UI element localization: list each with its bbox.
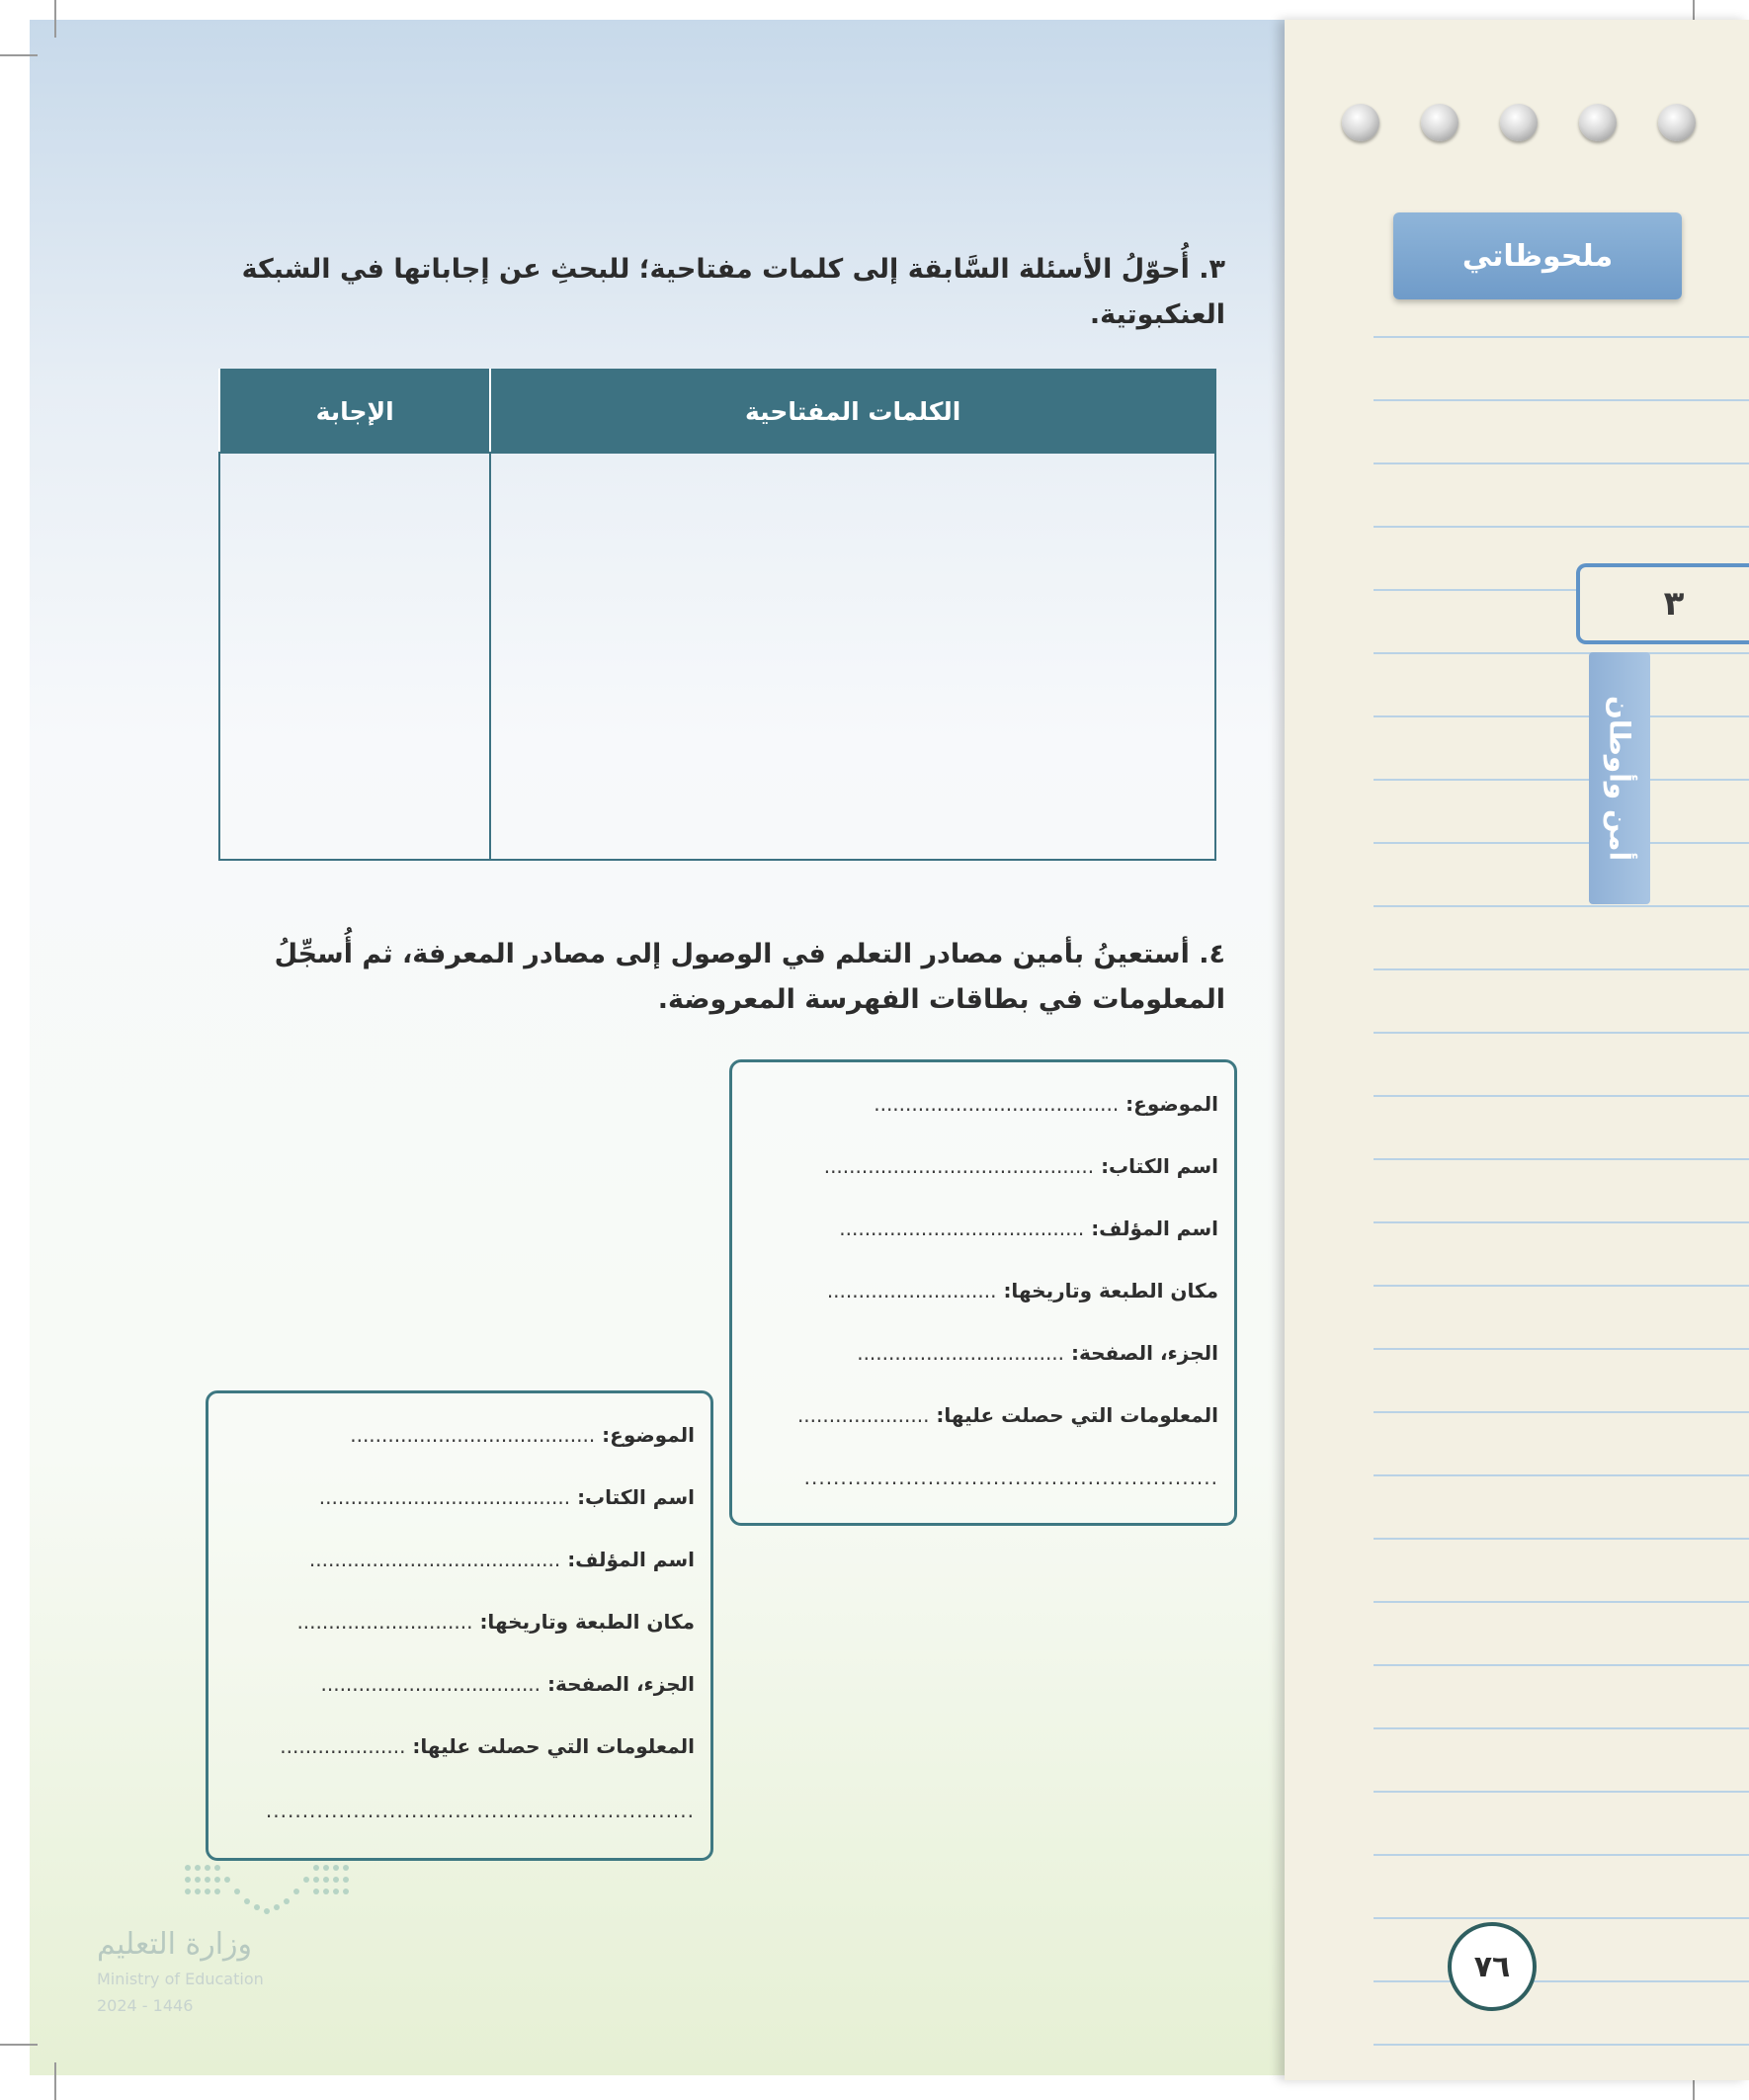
page-number: ٧٦ [1448,1922,1537,2011]
notebook-line [1374,1601,1749,1603]
notebook-line [1374,1538,1749,1540]
notebook-line [1374,779,1749,781]
card-info-row[interactable]: المعلومات التي حصلت عليها: ..................... [796,1403,1218,1427]
notes-notebook [1285,20,1749,2080]
card-book-label: اسم الكتاب: [577,1485,695,1509]
card-volume-row[interactable]: الجزء، الصفحة: ................................. [857,1341,1218,1365]
notebook-line [1374,1791,1749,1793]
crop-mark [54,2062,56,2100]
notebook-line [1374,2044,1749,2046]
notebook-line [1374,1664,1749,1666]
notebook-line [1374,968,1749,970]
notebook-line [1374,1474,1749,1476]
card-author-label: اسم المؤلف: [1091,1217,1218,1240]
question-4-number: ٤. [1199,939,1225,969]
card-extra-line[interactable]: ......................................................... [803,1466,1218,1489]
ministry-name-ar: وزارة التعليم [97,1927,253,1962]
question-4-line2: المعلومات في بطاقات الفهرسة المعروضة. [657,983,1225,1015]
card-edition-label: مكان الطبعة وتاريخها: [479,1610,695,1634]
card-edition-label: مكان الطبعة وتاريخها: [1003,1279,1218,1302]
crop-mark [0,2044,38,2046]
binder-ring [1342,104,1379,141]
question-3-number: ٣. [1199,254,1225,285]
notebook-line [1374,1854,1749,1856]
notebook-line [1374,336,1749,338]
notebook-line [1374,462,1749,464]
ministry-logo-icon [183,1858,351,1927]
crop-mark [54,0,56,38]
card-subject-label: الموضوع: [1125,1092,1218,1116]
keywords-table [218,369,1216,861]
index-card-2 [206,1390,713,1861]
card-extra-line[interactable]: ........................................................... [265,1799,695,1822]
notebook-line [1374,652,1749,654]
card-edition-row[interactable]: مكان الطبعة وتاريخها: ............................ [296,1610,695,1634]
card-subject-label: الموضوع: [602,1423,695,1447]
notebook-line [1374,1221,1749,1223]
question-4 [275,932,1225,1023]
keywords-column-header: الكلمات المفتاحية [490,370,1215,453]
notes-title: ملحوظاتي [1393,212,1682,299]
answer-column-header: الإجابة [219,370,490,453]
index-card-1 [729,1059,1237,1526]
crop-mark [0,54,38,56]
ministry-name-en: Ministry of Education [97,1970,264,1988]
question-3-line2: العنكبوتية. [1089,298,1225,330]
notebook-line [1374,1917,1749,1919]
question-3 [242,247,1225,338]
keywords-cell[interactable] [490,453,1215,860]
card-info-label: المعلومات التي حصلت عليها: [936,1403,1218,1427]
card-volume-label: الجزء، الصفحة: [546,1672,695,1696]
card-edition-row[interactable]: مكان الطبعة وتاريخها: ........................... [826,1279,1218,1302]
card-volume-label: الجزء، الصفحة: [1070,1341,1218,1365]
notebook-line [1374,526,1749,528]
notebook-line [1374,1095,1749,1097]
card-info-row[interactable]: المعلومات التي حصلت عليها: .................... [280,1734,695,1758]
notebook-line [1374,1032,1749,1034]
card-subject-row[interactable]: الموضوع: ....................................... [350,1423,695,1447]
card-book-label: اسم الكتاب: [1101,1154,1218,1178]
binder-ring [1500,104,1538,141]
card-subject-row[interactable]: الموضوع: ....................................... [874,1092,1218,1116]
notebook-line [1374,1980,1749,1982]
notebook-line [1374,399,1749,401]
card-author-label: اسم المؤلف: [567,1548,695,1571]
unit-number: ٣ [1576,563,1749,644]
ministry-year: 2024 - 1446 [97,1996,194,2015]
binder-ring [1579,104,1617,141]
notebook-line [1374,842,1749,844]
notebook-line [1374,1727,1749,1729]
card-author-row[interactable]: اسم المؤلف: ....................................... [839,1217,1218,1240]
notebook-line [1374,1158,1749,1160]
notebook-line [1374,1285,1749,1287]
question-3-line1: أُحوّلُ الأسئلة السَّابقة إلى كلمات مفتاحية؛ للبحثِ عن إجاباتها في الشبكة [241,254,1190,285]
binder-ring [1421,104,1458,141]
card-book-row[interactable]: اسم الكتاب: ........................................ [318,1485,695,1509]
card-book-row[interactable]: اسم الكتاب: ........................................... [823,1154,1218,1178]
card-info-label: المعلومات التي حصلت عليها: [412,1734,695,1758]
binder-ring [1658,104,1696,141]
question-4-line1: أستعينُ بأمين مصادر التعلم في الوصول إلى مصادر المعرفة، ثم أُسجِّلُ [274,939,1190,969]
notebook-line [1374,1411,1749,1413]
card-volume-row[interactable]: الجزء، الصفحة: ................................... [320,1672,695,1696]
answer-cell[interactable] [219,453,490,860]
notebook-line [1374,1348,1749,1350]
notebook-line [1374,715,1749,717]
unit-title: أمن وأوطان [1589,652,1650,904]
notebook-line [1374,905,1749,907]
card-author-row[interactable]: اسم المؤلف: ........................................ [308,1548,695,1571]
